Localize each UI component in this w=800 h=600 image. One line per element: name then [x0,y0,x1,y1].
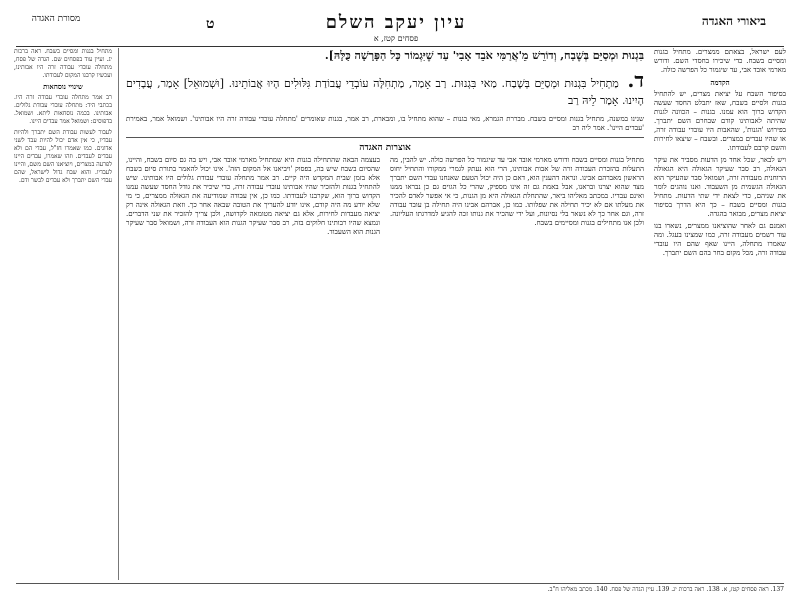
main-col-b: בעצמה הבאה שהתחילה בגנות היא שמתחיל מארמי אובד אבי, ויש בה גם סיום בשבח, והיינו, שהסיום בשבח שיש בה, בפסוק 'ויביאנו אל המקום הזה'. אינו יכול להאמר בתורת סיום בשבח אלא בזמן שבית המקדש היה קיים. רב אמר מתחלה עובדי עבודת גלולים היו אבותינו. שיש להתחיל בגנות ולהזכיר שהיו אבותינו עובדי עבודה זרה, כדי שיכיר את גודל החסד שעשה עמנו הקדוש ברוך הוא, שקרבנו לעבודתו. כמו כן, אין עבודה שמודיעה את הגאולה ממצרים, כי מי שלא יודע מה היה קודם, אינו יודע להעריך את הטובה שבאה אחר כך. וזאת הגאולה אינה רק יציאה מעבדות לחירות, אלא גם יציאה מטומאה לקדושה, ולכן צריך להזכיר את שני הדברים. ונמצא שהיו רבותינו חלוקים בזה, רב סבר שעיקר הגנות הוא העבודה זרה, ושמואל סבר שעיקר הגנות הוא השעבוד. [126,156,380,236]
right-text-3: ויש לבאר, שכל אחד מן הדעות מסביר את עיקר הגאולה, רב סבר שעיקר הגאולה היא הגאולה הרוחנית מעבודה זרה, ושמואל סבר שהעיקר הוא הגאולה הגשמית מן השעבוד. ואנו נוהגים לומר את שניהם, כדי לצאת ידי שתי הדעות. מתחיל בגנות ומסיים בשבח – כך היא הדרך בסיפור יציאת מצרים, מבואר בהגדה. [654,156,786,218]
right-text-1: לעם ישראל, בצאתם ממצרים. מתחיל בגנות ומסיים בשבח. כדי שיכירו בחסדי השם. ודורש מארמי אובד אבי, עד שיגמור כל הפרשה כולה. [654,48,786,74]
left-margin-column [14,48,119,580]
header-sub-title: פסחים קטז, א [373,34,419,43]
header-right-title: ביאורי האגדה [701,14,766,28]
right-commentary-column [654,48,786,580]
main-top-text: בִּגְנוּת וּמְסַיֵּם בְּשֶׁבַח, וְדוֹרֵשׁ מֵ'אֲרַמִּי אֹבֵד אָבִי' עַד שֶׁיִּגְמוֹר כָּל הַפָּרָשָׁה כֻּלָּהּ]. [324,49,644,62]
right-text-2: בסיפור השבח על יציאת מצרים, יש להתחיל בגנות ולסיים בשבח, שאז יתבלט החסד שעשה הקדוש ברוך הוא עמנו. בגנות – הכוונה לגנות שהיתה לאבותינו קודם שבחרם השם יתברך. בפירוש 'הגנות', שהאבות היו עובדי עבודה זרה, או שהיו עבדים במצרים. ובשבח – שיצאו לחירות והשם קרבם לעבודתו. [654,90,786,152]
left-section-title: שינויי נוסחאות [43,82,83,91]
section-letter: ד. [627,68,645,92]
left-text-3: לעבור לעשות עבודת השם יתברך ולהיות עבדיו, כי אין אדם יכול להיות עבד לשני אדונים. כמו שאמרו חז"ל, עבדי הם ולא עבדים לעבדים. וזהו שאמרו, עבדים היינו לפרעה במצרים, ויוציאנו השם משם, והיינו לעבדיו. והוא שבח גדול לישראל, שהם עבדי השם יתברך ולא עבדים לבשר ודם. [13,129,112,184]
section-d-text: מַתְחִיל בִּגְנוּת וּמְסַיֵּם בְּשֶׁבַח. מַאי בִּגְנוּת. רַב אָמַר, מַתְחִלָּה עוֹבְדֵי עֲבוֹדַת גִּלּוּלִים הָיוּ אֲבוֹתֵינוּ. [וּשְׁמוּאֵל] אָמַר, עֲבָדִים הָיִינוּ. אָמַר לֵיהּ רַב [126,77,644,107]
right-text-4: ואמנם גם לאחר שהוציאנו ממצרים, נשארו בנו עוד רשמים מעבודה זרה, כמו שמצינו בעגל. ומה שאמרו מתחלה, היינו שאף שהם היו עובדי עבודה זרה, מכל מקום בחר בהם השם יתברך. [654,222,786,257]
main-section-title: אוצרות האגדה [359,143,411,153]
header-center-title: עיון יעקב השלם [325,12,467,33]
main-explanation: שנינו במשנה, מתחיל בגנות ומסיים בשבח. מבררת הגמרא, מאי בגנות – שהוא מתחיל בו, ומבארת, רב אמר, בגנות שאומרים 'מתחלה עובדי עבודה זרה היו אבותינו'. ושמואל אמר, באמירת 'עבדים היינו'. אמר ליה רב [126,115,644,138]
page-number: ט [206,16,215,32]
main-column [126,48,644,580]
header-left-title: מסורת האגדה [31,14,81,24]
left-text-2: רב אמר מתחלה עובדי עבודה זרה היו. בכתבי היד: מתחלה עובדי עבודת גלולים. אבותינו. בכמה נוסחאות ליתא. ושמואל. בדפוסים: ושמואל אמר עבדים היינו. [14,94,112,125]
main-two-columns [126,156,644,237]
page-header [16,12,784,47]
main-section-d [126,68,645,109]
page-footer-notes: 137. ראה פסחים קטז, א. 138. ראה ברכות יג. 139. עיין הגדה של פסח. 140. מכתב מאליהו ח"ב. [16,583,784,596]
left-text-1: מתחיל בגנות ומסיים בשבח. ראה ברכות יג. ועיין עוד בפסחים שם. הגדה של פסח, מתחלה עובדי עבודה זרה היו אבותינו, ועכשיו קרבנו המקום לעבודתו. [14,48,112,79]
main-col-a: מתחיל בגנות ומסיים בשבח ודורש מארמי אובד אבי עד שיגמור כל הפרשה כולה. יש להבין, מה התעלות בהזכרת העבודה זרה של אבות אבותינו, הרי הוא נעתק לגמרי ממקורו והתחיל יחוס הראשון מאברהם אבינו. ונראה דהענין הוא, דאם כן היה יכול הטעם שאנחנו עבדי השם יתברך מצד שהוא יצרנו ובראנו, אבל באמת גם זה אינו מספיק, שהרי כל הגוים גם כן נבראו ממנו ואינם עבדיו. במכתב מאליהו ביאר, שהתחלת הגאולה היא מן הגנות, כי אי אפשר לאדם להכיר את מעלתו אם לא יכיר תחילה את שפלותו. כמו כן, אברהם אבינו היה תחילה בן עובד עבודה זרה, וגם אחר כך לא נשאר בלי נסיונות, ועל ידי שהכיר את גנותו זכה להגיע למדרגתו העליונה. ולכן אנו מתחילים בגנות ומסיימים בשבח. [390,156,644,227]
right-section-title: הקדמה [710,78,730,87]
